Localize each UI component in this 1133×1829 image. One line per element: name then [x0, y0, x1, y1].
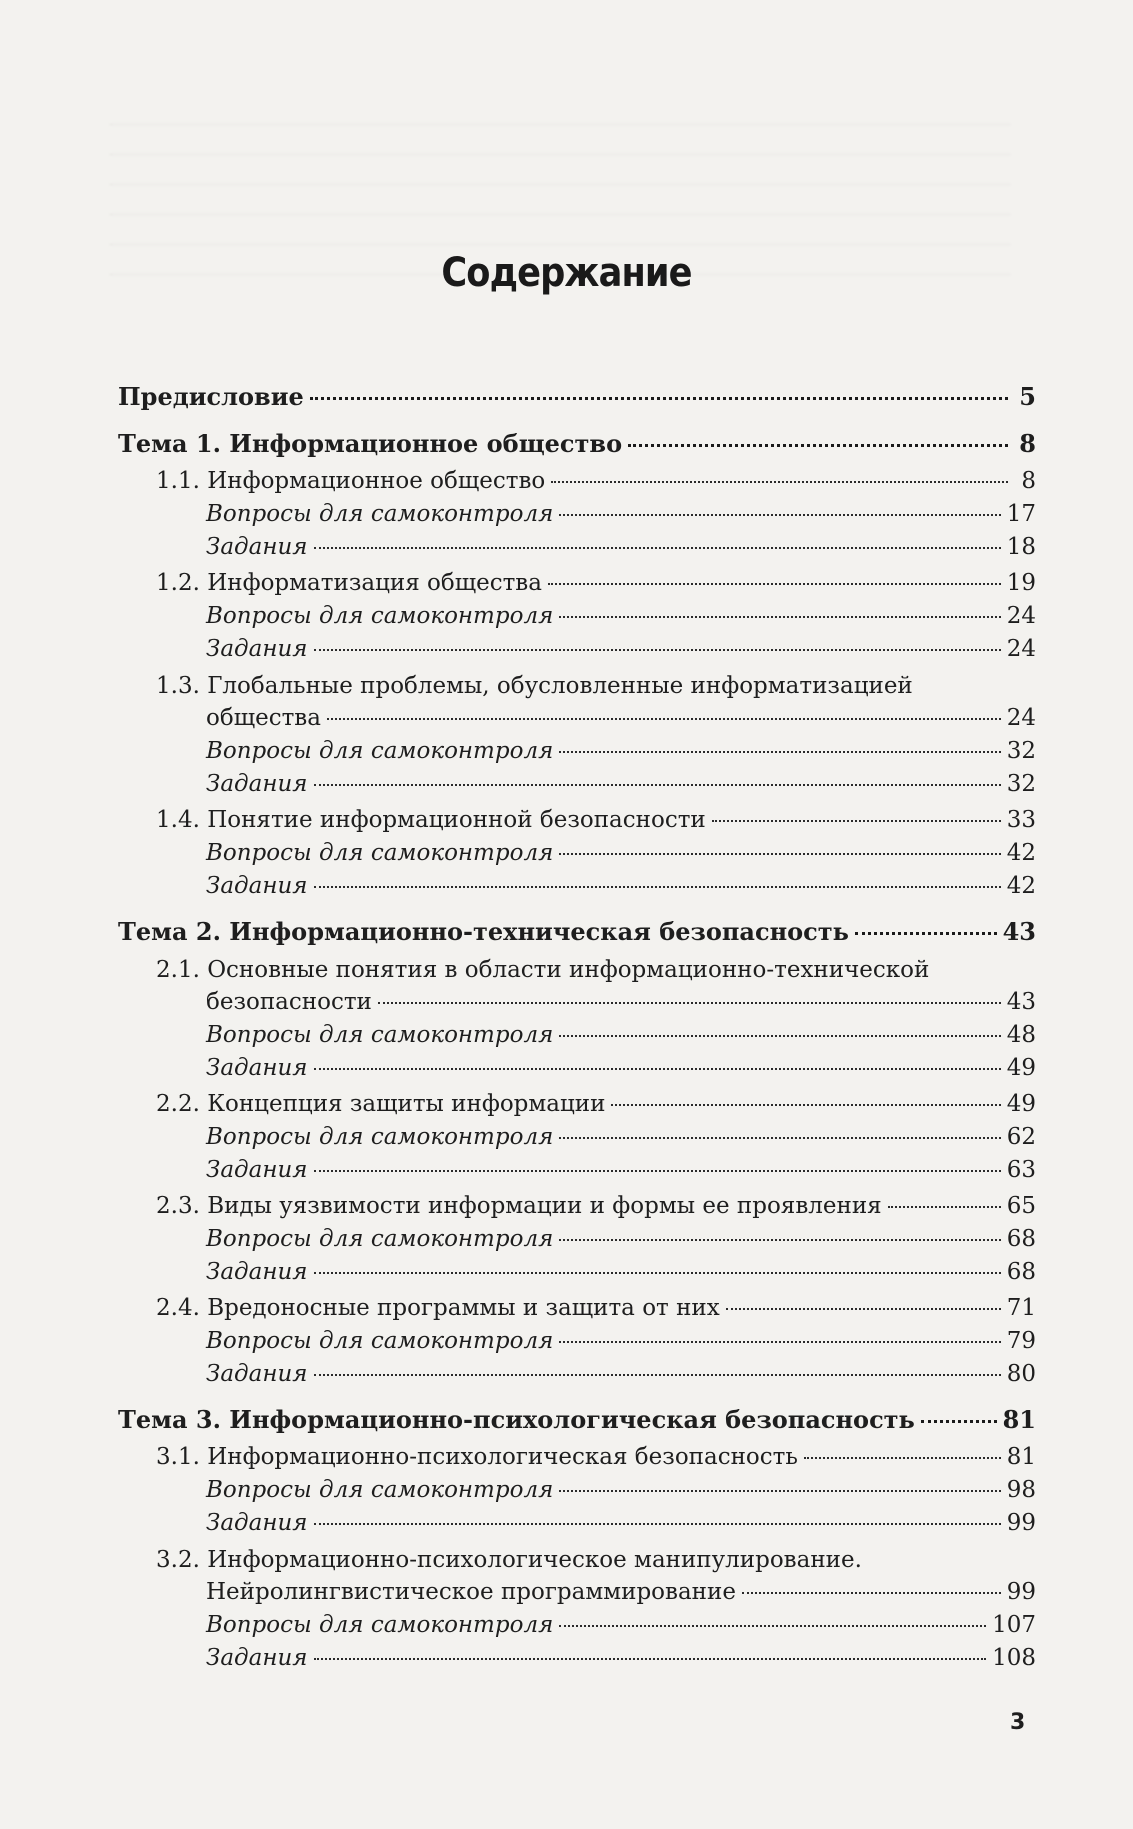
toc-page: 17	[1006, 501, 1036, 527]
toc-page: 8	[1021, 468, 1036, 494]
toc-label: 1.1. Информационное общество	[156, 468, 546, 494]
toc-entry-topic-3[interactable]	[118, 1401, 1036, 1438]
toc-label: 3.1. Информационно-психологическая безопасность	[156, 1444, 798, 1470]
toc-label: Вопросы для самоконтроля	[206, 1477, 554, 1503]
toc-entry-2-2-questions[interactable]	[118, 1121, 1036, 1154]
toc-entry-2-1-questions[interactable]	[118, 1019, 1036, 1052]
leader-dots	[314, 1272, 1001, 1274]
toc-entry-1-1[interactable]	[118, 465, 1036, 498]
toc-label: Вопросы для самоконтроля	[206, 1124, 554, 1150]
toc-label: 1.2. Информатизация общества	[156, 570, 542, 596]
leader-dots	[712, 820, 1001, 822]
toc-page: 80	[1006, 1361, 1036, 1387]
leader-dots	[559, 514, 1000, 516]
toc-entry-2-2-tasks[interactable]	[118, 1154, 1036, 1187]
toc-entry-1-4[interactable]	[118, 804, 1036, 837]
toc-label: Вопросы для самоконтроля	[206, 840, 554, 866]
toc-entry-2-1-first-line[interactable]: 2.1. Основные понятия в области информационно-технической	[156, 957, 930, 983]
leader-dots	[559, 1490, 1000, 1492]
leader-dots	[921, 1420, 997, 1423]
toc-label: Задания	[206, 636, 308, 662]
toc-label: Задания	[206, 1157, 308, 1183]
toc-entry-1-3-first-line[interactable]: 1.3. Глобальные проблемы, обусловленные информатизацией	[156, 673, 913, 699]
toc-entry-3-1-questions[interactable]	[118, 1474, 1036, 1507]
toc-page: 79	[1006, 1328, 1036, 1354]
toc-label: Тема 1. Информационное общество	[118, 429, 623, 458]
toc-label: Задания	[206, 1259, 308, 1285]
toc-entry-1-3[interactable]	[118, 702, 1036, 735]
toc-page: 43	[1002, 917, 1036, 946]
leader-dots	[559, 1239, 1000, 1241]
toc-page: 8	[1019, 429, 1036, 458]
toc-entry-3-1-tasks[interactable]	[118, 1507, 1036, 1540]
leader-dots	[314, 1374, 1001, 1376]
toc-entry-2-1[interactable]	[118, 986, 1036, 1019]
leader-dots	[611, 1104, 1000, 1106]
toc-entry-1-3-tasks[interactable]	[118, 768, 1036, 801]
toc-label: Задания	[206, 1055, 308, 1081]
leader-dots	[559, 1341, 1000, 1343]
toc-page: 49	[1006, 1055, 1036, 1081]
toc-label: 2.4. Вредоносные программы и защита от них	[156, 1295, 720, 1321]
toc-entry-1-1-questions[interactable]	[118, 498, 1036, 531]
toc-page: 81	[1006, 1444, 1036, 1470]
leader-dots	[310, 397, 1008, 400]
toc-entry-3-2-first-line[interactable]: 3.2. Информационно-психологическое манипулирование.	[156, 1547, 862, 1573]
leader-dots	[888, 1206, 1001, 1208]
leader-dots	[314, 547, 1001, 549]
leader-dots	[378, 1002, 1001, 1004]
toc-page: 49	[1006, 1091, 1036, 1117]
leader-dots	[742, 1592, 1001, 1594]
leader-dots	[314, 1068, 1001, 1070]
leader-dots	[548, 583, 1001, 585]
toc-page: 32	[1006, 771, 1036, 797]
leader-dots	[559, 751, 1000, 753]
page-title: Содержание	[441, 250, 692, 296]
toc-label: Тема 3. Информационно-психологическая безопасность	[118, 1405, 915, 1434]
toc-entry-3-2-tasks[interactable]	[118, 1642, 1036, 1675]
toc-entry-1-4-questions[interactable]	[118, 837, 1036, 870]
toc-page: 71	[1006, 1295, 1036, 1321]
leader-dots	[804, 1457, 1001, 1459]
toc-page: 68	[1006, 1259, 1036, 1285]
leader-dots	[559, 1625, 986, 1627]
leader-dots	[551, 481, 1008, 483]
toc-entry-3-2-questions[interactable]	[118, 1609, 1036, 1642]
toc-page: 98	[1006, 1477, 1036, 1503]
toc-page: 99	[1006, 1510, 1036, 1536]
toc-page: 48	[1006, 1022, 1036, 1048]
toc-entry-1-4-tasks[interactable]	[118, 870, 1036, 903]
toc-label: Вопросы для самоконтроля	[206, 1226, 554, 1252]
toc-entry-2-4[interactable]	[118, 1292, 1036, 1325]
toc-page: 19	[1006, 570, 1036, 596]
toc-entry-1-2-questions[interactable]	[118, 600, 1036, 633]
toc-label: Задания	[206, 1645, 308, 1671]
toc-label: общества	[206, 705, 321, 731]
toc-page: 68	[1006, 1226, 1036, 1252]
toc-page: 32	[1006, 738, 1036, 764]
toc-entry-1-2[interactable]	[118, 567, 1036, 600]
toc-page: 24	[1006, 603, 1036, 629]
toc-entry-2-3-questions[interactable]	[118, 1223, 1036, 1256]
toc-label: 1.4. Понятие информационной безопасности	[156, 807, 706, 833]
toc-label: Задания	[206, 534, 308, 560]
leader-dots	[559, 1035, 1000, 1037]
leader-dots	[559, 616, 1000, 618]
toc-label: Тема 2. Информационно-техническая безопасность	[118, 917, 849, 946]
toc-page: 33	[1006, 807, 1036, 833]
leader-dots	[726, 1308, 1001, 1310]
toc-page: 5	[1019, 382, 1036, 411]
toc-label: Вопросы для самоконтроля	[206, 603, 554, 629]
toc-label: 2.3. Виды уязвимости информации и формы ее проявления	[156, 1193, 882, 1219]
table-of-contents	[118, 368, 1036, 1675]
toc-page: 65	[1006, 1193, 1036, 1219]
toc-entry-topic-1[interactable]	[118, 425, 1036, 462]
toc-entry-topic-2[interactable]	[118, 913, 1036, 950]
bleed-through-text	[110, 95, 1010, 275]
toc-entry-2-4-questions[interactable]	[118, 1325, 1036, 1358]
toc-label: Вопросы для самоконтроля	[206, 1612, 554, 1638]
leader-dots	[314, 1523, 1001, 1525]
toc-entry-2-4-tasks[interactable]	[118, 1358, 1036, 1391]
leader-dots	[314, 886, 1001, 888]
toc-label: Задания	[206, 873, 308, 899]
toc-page: 81	[1002, 1405, 1036, 1434]
toc-label: Вопросы для самоконтроля	[206, 738, 554, 764]
toc-page: 107	[992, 1612, 1036, 1638]
toc-entry-1-3-questions[interactable]	[118, 735, 1036, 768]
toc-page: 63	[1006, 1157, 1036, 1183]
page-number: 3	[1010, 1710, 1026, 1735]
toc-entry-preface[interactable]	[118, 378, 1036, 415]
toc-page: 43	[1006, 989, 1036, 1015]
toc-label: Задания	[206, 1510, 308, 1536]
toc-label: Вопросы для самоконтроля	[206, 501, 554, 527]
toc-label: Нейролингвистическое программирование	[206, 1579, 736, 1605]
toc-page: 42	[1006, 873, 1036, 899]
toc-page: 42	[1006, 840, 1036, 866]
toc-entry-2-2[interactable]	[118, 1088, 1036, 1121]
leader-dots	[628, 444, 1008, 447]
toc-label: Вопросы для самоконтроля	[206, 1328, 554, 1354]
toc-label: Задания	[206, 771, 308, 797]
toc-label: Вопросы для самоконтроля	[206, 1022, 554, 1048]
leader-dots	[314, 784, 1001, 786]
toc-page: 24	[1006, 705, 1036, 731]
toc-entry-3-1[interactable]	[118, 1441, 1036, 1474]
toc-entry-2-1-tasks[interactable]	[118, 1052, 1036, 1085]
toc-entry-1-1-tasks[interactable]	[118, 531, 1036, 564]
leader-dots	[327, 718, 1001, 720]
toc-page: 62	[1006, 1124, 1036, 1150]
toc-entry-2-3[interactable]	[118, 1190, 1036, 1223]
toc-label: Задания	[206, 1361, 308, 1387]
leader-dots	[314, 1658, 987, 1660]
leader-dots	[855, 932, 997, 935]
toc-page: 108	[992, 1645, 1036, 1671]
toc-entry-3-2[interactable]	[118, 1576, 1036, 1609]
toc-page: 18	[1006, 534, 1036, 560]
toc-entry-2-3-tasks[interactable]	[118, 1256, 1036, 1289]
toc-label: 2.2. Концепция защиты информации	[156, 1091, 606, 1117]
toc-entry-1-2-tasks[interactable]	[118, 633, 1036, 666]
leader-dots	[314, 1170, 1001, 1172]
toc-label: безопасности	[206, 989, 372, 1015]
leader-dots	[559, 1137, 1000, 1139]
leader-dots	[314, 649, 1001, 651]
toc-page: 24	[1006, 636, 1036, 662]
toc-page: 99	[1006, 1579, 1036, 1605]
leader-dots	[559, 853, 1000, 855]
toc-label: Предисловие	[118, 382, 304, 411]
